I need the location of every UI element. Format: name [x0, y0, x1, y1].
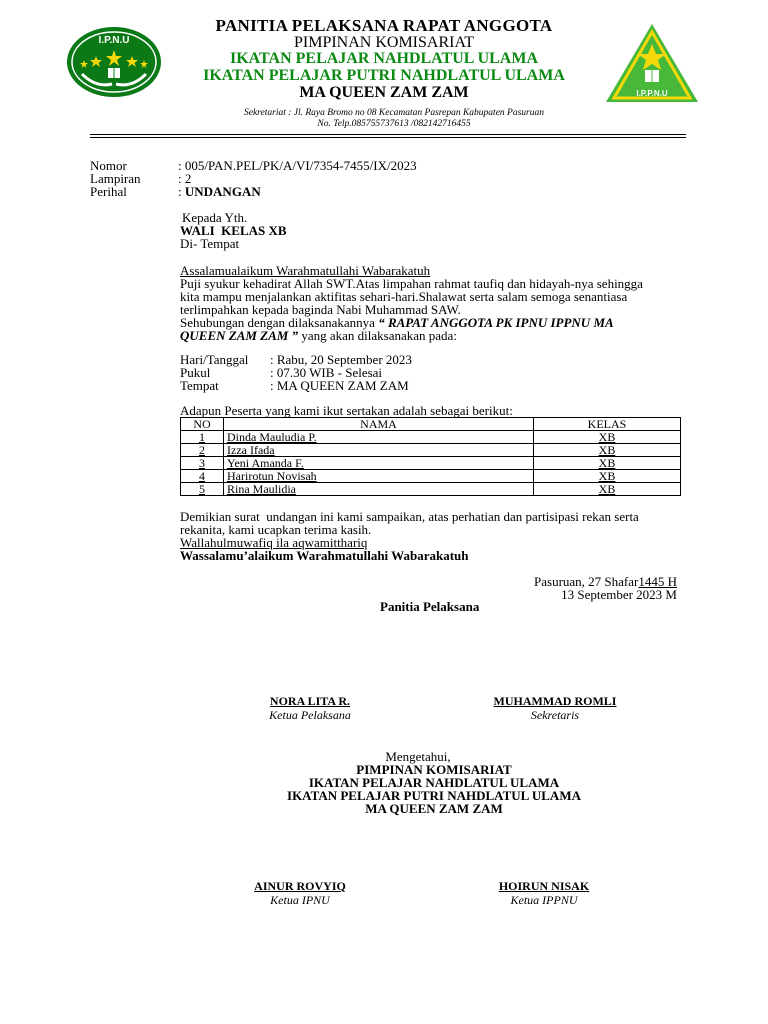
approval-line-3: IKATAN PELAJAR PUTRI NAHDLATUL ULAMA	[287, 788, 581, 803]
nomor-label: Nomor	[90, 158, 127, 173]
ipnu-logo-text: I.P.N.U	[98, 35, 130, 46]
signature-secretary-name: MUHAMMAD ROMLI	[493, 694, 617, 708]
letterhead-phone: No. Telp.085755737613 /082142716455	[317, 119, 471, 129]
row-nama: Yeni Amanda F.	[224, 457, 534, 470]
table-row	[181, 457, 681, 470]
date-hijri: Pasuruan, 27 Shafar1445 H	[534, 574, 677, 589]
hari-value: : Rabu, 20 September 2023	[270, 352, 412, 367]
pukul-value: : 07.30 WIB - Selesai	[270, 365, 383, 380]
ippnu-logo-text: I.P.P.N.U	[636, 89, 668, 98]
recipient-place: Di- Tempat	[180, 236, 240, 251]
pukul-label: Pukul	[180, 365, 211, 380]
row-kelas: XB	[534, 457, 681, 470]
header-kelas: KELAS	[534, 418, 681, 431]
letterhead-address: Sekretariat : Jl. Raya Bromo no 08 Kecamatan Pasrepan Kabupaten Pasuruan	[243, 108, 544, 118]
row-no: 3	[181, 457, 224, 470]
letterhead-org-ippnu: IKATAN PELAJAR PUTRI NAHDLATUL ULAMA	[203, 67, 565, 84]
signature-chair-role: Ketua Pelaksana	[269, 708, 351, 722]
hari-label: Hari/Tanggal	[180, 352, 249, 367]
header-no: NO	[181, 418, 224, 431]
signature-ippnu-role: Ketua IPPNU	[510, 893, 578, 907]
letterhead-org-ipnu: IKATAN PELAJAR NAHDLATUL ULAMA	[229, 50, 538, 67]
closing-salam: Wassalamu’alaikum Warahmatullahi Wabarakatuh	[180, 548, 469, 563]
row-no: 5	[181, 483, 224, 496]
table-row	[181, 483, 681, 496]
signature-ipnu-name: AINUR ROVYIQ	[254, 879, 346, 893]
table-header-row	[181, 418, 681, 431]
lampiran-value: : 2	[178, 171, 192, 186]
table-row	[181, 431, 681, 444]
row-nama: Rina Maulidia	[224, 483, 534, 496]
row-kelas: XB	[534, 470, 681, 483]
signature-chair-name: NORA LITA R.	[269, 694, 351, 708]
recipient-greeting: Kepada Yth.	[182, 210, 248, 225]
row-nama: Harirotun Novisah	[224, 470, 534, 483]
body-line-4: Sehubungan dengan dilaksanakannya “ RAPAT ANGGOTA PK IPNU IPPNU MA	[180, 315, 614, 330]
closing-line-3: Wallahulmuwafiq ila aqwamitthariq	[180, 535, 368, 550]
body-line-5: QUEEN ZAM ZAM ” yang akan dilaksanakan pada:	[180, 328, 457, 343]
row-kelas: XB	[534, 483, 681, 496]
approval-line-4: MA QUEEN ZAM ZAM	[365, 801, 503, 816]
row-no: 1	[181, 431, 224, 444]
committee-label: Panitia Pelaksana	[380, 599, 480, 614]
row-nama: Izza Ifada	[224, 444, 534, 457]
signature-ipnu-role: Ketua IPNU	[270, 893, 330, 907]
table-row	[181, 470, 681, 483]
table-row	[181, 444, 681, 457]
header-divider-thin	[90, 137, 686, 138]
signature-secretary-role: Sekretaris	[530, 708, 580, 722]
tempat-value: : MA QUEEN ZAM ZAM	[270, 378, 409, 393]
body-line-3: terlimpahkan kepada baginda Nabi Muhammad SAW.	[180, 302, 461, 317]
approval-line-1: PIMPINAN KOMISARIAT	[356, 762, 512, 777]
lampiran-label: Lampiran	[90, 171, 141, 186]
letterhead-school: MA QUEEN ZAM ZAM	[299, 84, 469, 101]
approval-mengetahui: Mengetahui,	[385, 749, 451, 764]
row-no: 2	[181, 444, 224, 457]
header-divider	[90, 134, 686, 135]
row-no: 4	[181, 470, 224, 483]
row-kelas: XB	[534, 431, 681, 444]
closing-line-1: Demikian surat undangan ini kami sampaikan, atas perhatian dan partisipasi rekan serta	[180, 509, 639, 524]
signature-ippnu-name: HOIRUN NISAK	[498, 879, 590, 893]
opening-salam: Assalamualaikum Warahmatullahi Wabarakatuh	[180, 263, 431, 278]
row-kelas: XB	[534, 444, 681, 457]
participants-intro: Adapun Peserta yang kami ikut sertakan adalah sebagai berikut:	[180, 403, 513, 418]
body-line-1: Puji syukur kehadirat Allah SWT.Atas limpahan rahmat taufiq dan hidayah-nya sehingga	[180, 276, 643, 291]
date-masehi: 13 September 2023 M	[561, 587, 677, 602]
body-line-2: kita mampu menjalankan aktifitas sehari-hari.Shalawat serta salam semoga senantiasa	[180, 289, 628, 304]
letterhead-level: PIMPINAN KOMISARIAT	[293, 34, 474, 51]
nomor-value: : 005/PAN.PEL/PK/A/VI/7354-7455/IX/2023	[178, 158, 417, 173]
participants-table	[180, 417, 681, 496]
tempat-label: Tempat	[180, 378, 219, 393]
recipient-name: WALI KELAS XB	[180, 223, 287, 238]
perihal-label: Perihal	[90, 184, 127, 199]
closing-line-2: rekanita, kami ucapkan terima kasih.	[180, 522, 372, 537]
approval-line-2: IKATAN PELAJAR NAHDLATUL ULAMA	[308, 775, 560, 790]
row-nama: Dinda Mauludia P.	[224, 431, 534, 444]
letterhead-committee: PANITIA PELAKSANA RAPAT ANGGOTA	[215, 16, 553, 35]
header-nama: NAMA	[224, 418, 534, 431]
perihal-value: : UNDANGAN	[178, 184, 261, 199]
